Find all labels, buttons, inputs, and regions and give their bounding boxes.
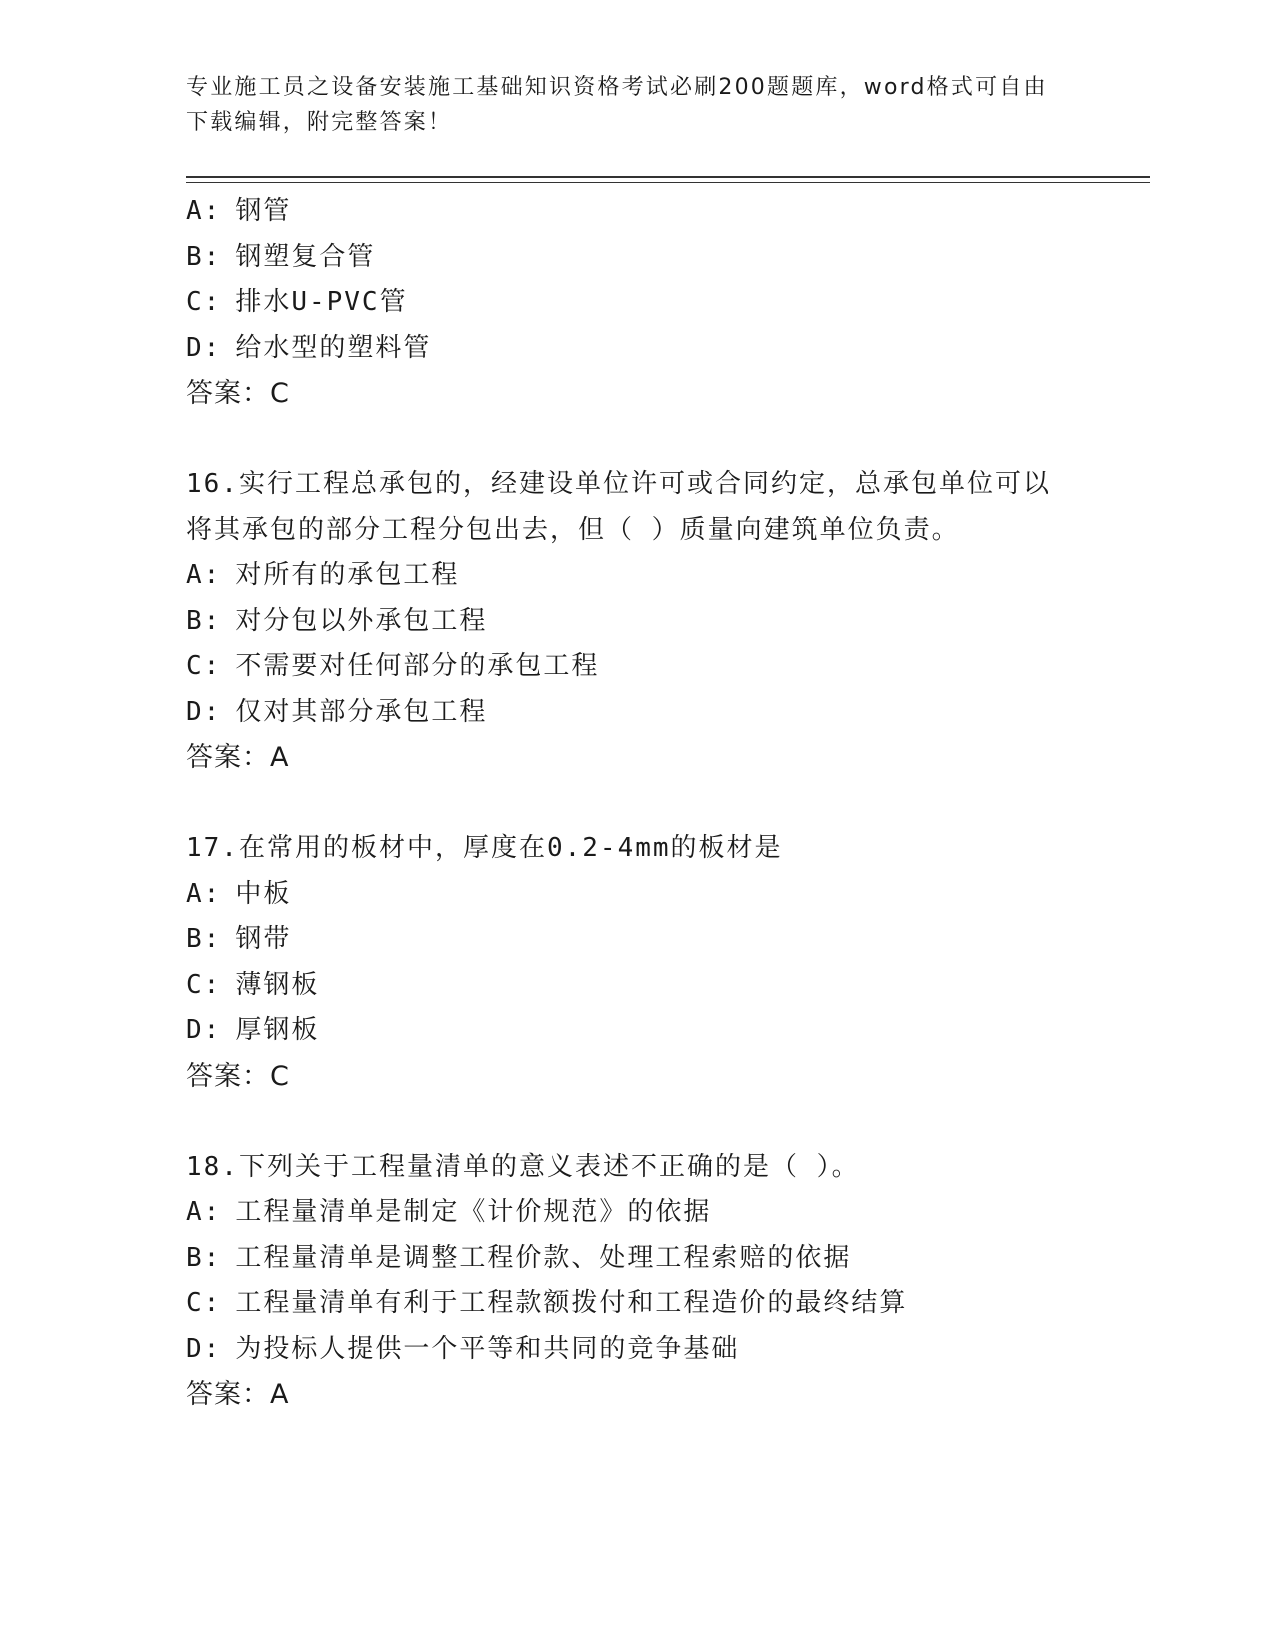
option-letter: D: (186, 1015, 222, 1045)
answer-line: 答案：A (186, 742, 290, 773)
option-text: 薄钢板 (235, 969, 320, 1000)
option-text: 不需要对任何部分的承包工程 (235, 651, 600, 681)
question-18 (186, 1145, 1150, 1418)
option-text: 工程量清单有利于工程款额拨付和工程造价的最终结算 (235, 1288, 908, 1318)
option-letter: D: (186, 332, 222, 363)
document-header (186, 70, 1076, 140)
question-15 (186, 189, 1150, 417)
option-text: 钢带 (235, 924, 292, 954)
option-c (186, 1281, 1150, 1327)
option-text: 为投标人提供一个平等和共同的竞争基础 (235, 1333, 740, 1364)
option-letter: C: (186, 1288, 222, 1318)
answer-line: 答案：C (186, 1060, 290, 1092)
answer-line: 答案：A (186, 1379, 290, 1410)
option-text: 给水型的塑料管 (235, 332, 432, 363)
question-stem: 18.下列关于工程量清单的意义表述不正确的是（ ）。 (186, 1151, 860, 1182)
header-divider-thick (186, 176, 1150, 178)
question-stem: 16.实行工程总承包的，经建设单位许可或合同约定，总承包单位可以 (186, 469, 1051, 499)
option-text: 工程量清单是调整工程价款、处理工程索赔的依据 (235, 1242, 852, 1273)
option-letter: B: (186, 241, 222, 272)
option-d (186, 1008, 1150, 1054)
option-text: 中板 (235, 878, 292, 909)
option-letter: C: (186, 651, 222, 681)
header-line-1: 专业施工员之设备安装施工基础知识资格考试必刷200题题库，word格式可自由 (186, 75, 1048, 100)
option-letter: D: (186, 696, 222, 727)
option-text: 工程量清单是制定《计价规范》的依据 (235, 1197, 712, 1227)
option-letter: A: (186, 1197, 222, 1227)
option-a (186, 1190, 1150, 1236)
option-text: 钢管 (235, 196, 292, 226)
option-letter: D: (186, 1333, 222, 1364)
option-text: 对分包以外承包工程 (235, 605, 488, 636)
option-c (186, 644, 1150, 690)
option-text: 厚钢板 (235, 1015, 320, 1045)
question-stem: 17.在常用的板材中，厚度在0.2-4mm的板材是 (186, 833, 783, 863)
option-a (186, 872, 1150, 918)
header-line-2: 下载编辑，附完整答案！ (186, 110, 453, 135)
option-letter: C: (186, 969, 222, 1000)
spacer (186, 781, 1150, 827)
question-list (186, 189, 1150, 1418)
question-17 (186, 826, 1150, 1099)
option-c (186, 963, 1150, 1009)
option-text: 钢塑复合管 (235, 241, 376, 272)
option-a (186, 553, 1150, 599)
option-text: 仅对其部分承包工程 (235, 696, 488, 727)
option-d (186, 326, 1150, 372)
header-divider-thin (186, 182, 1150, 183)
option-a (186, 189, 1150, 235)
answer-line: 答案：C (186, 378, 290, 409)
option-letter: A: (186, 196, 222, 226)
option-d (186, 1327, 1150, 1373)
option-letter: C: (186, 287, 222, 317)
question-stem-continued: 将其承包的部分工程分包出去，但（ ）质量向建筑单位负责。 (186, 514, 960, 545)
option-letter: B: (186, 605, 222, 636)
option-b (186, 917, 1150, 963)
option-b (186, 235, 1150, 281)
option-letter: B: (186, 1242, 222, 1273)
option-letter: B: (186, 924, 222, 954)
option-b (186, 599, 1150, 645)
option-c (186, 280, 1150, 326)
option-letter: A: (186, 560, 222, 590)
option-text: 排水U-PVC管 (235, 287, 408, 317)
option-d (186, 690, 1150, 736)
option-b (186, 1236, 1150, 1282)
option-letter: A: (186, 878, 222, 909)
option-text: 对所有的承包工程 (235, 560, 460, 590)
spacer (186, 417, 1150, 463)
question-16 (186, 462, 1150, 781)
spacer (186, 1099, 1150, 1145)
